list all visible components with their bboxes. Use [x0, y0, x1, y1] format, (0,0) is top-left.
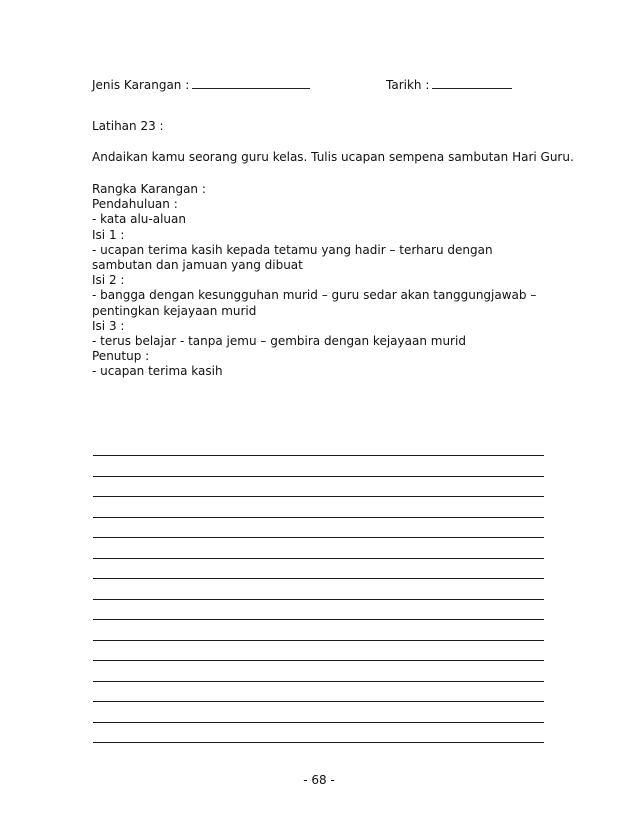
penutup-point: - ucapan terima kasih — [92, 364, 223, 379]
writing-line[interactable] — [93, 723, 544, 744]
isi3-point: - terus belajar - tanpa jemu – gembira dengan kejayaan murid — [92, 334, 466, 349]
essay-prompt: Andaikan kamu seorang guru kelas. Tulis ucapan sempena sambutan Hari Guru. — [92, 150, 574, 164]
writing-line[interactable] — [93, 620, 544, 641]
tarikh-field — [386, 77, 512, 92]
isi1-point: - ucapan terima kasih kepada tetamu yang hadir – terharu dengan sambutan dan jamuan yang dibuat — [92, 242, 493, 273]
writing-line[interactable] — [93, 477, 544, 498]
writing-line[interactable] — [93, 702, 544, 723]
writing-line[interactable] — [93, 456, 544, 477]
pendahuluan-label: Pendahuluan : — [92, 197, 178, 212]
isi1-label: Isi 1 : — [92, 227, 125, 242]
isi2-point: - bangga dengan kesungguhan murid – guru sedar akan tanggungjawab – pentingkan kejayaan murid — [92, 288, 537, 318]
pendahuluan-point: - kata alu-aluan — [92, 212, 186, 227]
outline-title: Rangka Karangan : — [92, 182, 206, 196]
jenis-karangan-label: Jenis Karangan : — [92, 78, 190, 92]
writing-line[interactable] — [93, 518, 544, 539]
page-number: - 68 - — [303, 773, 335, 787]
writing-line[interactable] — [93, 682, 544, 703]
writing-line[interactable] — [93, 538, 544, 559]
writing-line[interactable] — [93, 661, 544, 682]
writing-line[interactable] — [93, 559, 544, 580]
exercise-number: Latihan 23 : — [92, 119, 164, 133]
isi2-label: Isi 2 : — [92, 273, 125, 288]
essay-outline — [92, 182, 552, 380]
writing-area[interactable] — [93, 455, 544, 743]
writing-line[interactable] — [93, 600, 544, 621]
tarikh-blank[interactable] — [432, 77, 512, 89]
isi3-label: Isi 3 : — [92, 318, 125, 333]
jenis-karangan-blank[interactable] — [192, 77, 310, 89]
tarikh-label: Tarikh : — [386, 78, 430, 92]
jenis-karangan-field — [92, 77, 310, 92]
writing-line[interactable] — [93, 579, 544, 600]
writing-line[interactable] — [93, 641, 544, 662]
penutup-label: Penutup : — [92, 349, 150, 364]
writing-line[interactable] — [93, 497, 544, 518]
